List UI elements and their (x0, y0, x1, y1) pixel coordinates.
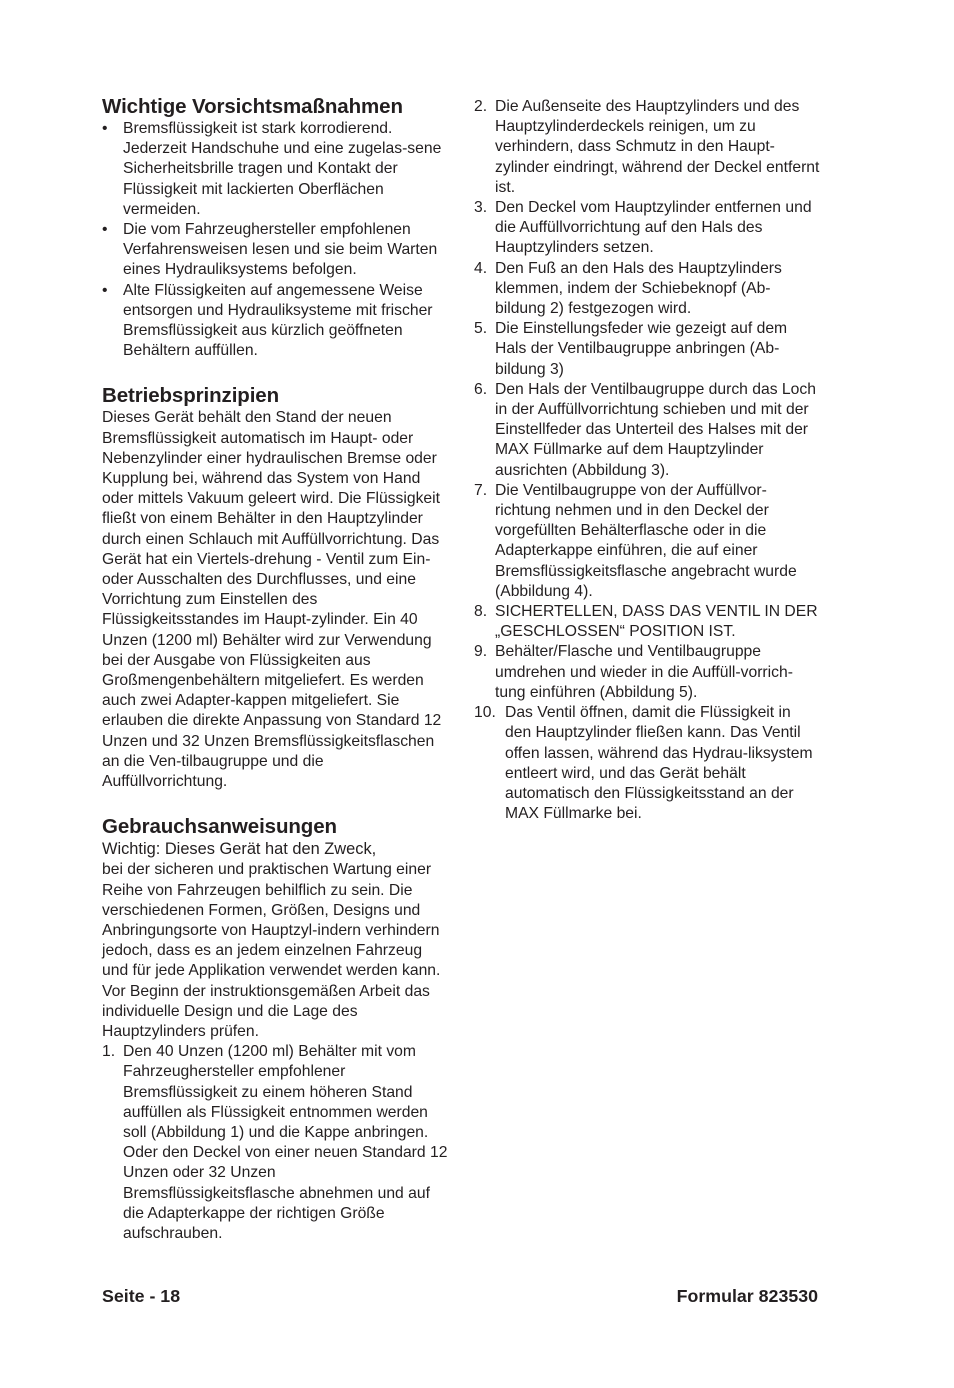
instructions-body: bei der sicheren und praktischen Wartung einer Reihe von Fahrzeugen behilflich zu sein. Die verschiedenen Formen, Größen, Designs und Anbringungsorte von Hauptzyl-indern verhindern jedoch, dass es an jedem einzelnen Fahrzeug und für jede Applikation verwendet werden kann. Vor Beginn der instruktionsgemäßen Arbeit das individuelle Design und die Lage des Hauptzylinders prüfen. (102, 861, 441, 1040)
step-number: 9. (474, 643, 488, 661)
page-number: Seite - 18 (102, 1286, 181, 1306)
list-item (102, 281, 448, 362)
steps-list-part1 (102, 1042, 448, 1244)
step-number: 6. (474, 380, 488, 398)
step-text: Den Hals der Ventilbaugruppe durch das Loch in der Auffüllvorrichtung schieben und mit der Einstellfeder das Unterteil des Halses mit der MAX Füllmarke auf dem Hauptzylinder ausrichten (Abbildung 3). (495, 380, 816, 479)
list-item (102, 1042, 448, 1244)
list-item (102, 220, 448, 281)
instructions-heading: Gebrauchsanweisungen (102, 815, 337, 839)
step-text: Die Einstellungsfeder wie gezeigt auf dem Hals der Ventilbaugruppe anbringen (Ab-bildung 3) (495, 320, 788, 378)
bullet-marker: • (102, 221, 108, 239)
step-number: 5. (474, 320, 488, 338)
form-number: Formular 823530 (676, 1286, 818, 1306)
principles-body: Dieses Gerät behält den Stand der neuen Bremsflüssigkeit automatisch im Haupt- oder Nebenzylinder einer hydraulischen Bremse oder Kupplung bei, während das System von Hand oder mittels Vakuum geleert wird. Die Flüssigkeit fließt von einem Behälter in den Hauptzylinder durch einen Schlauch mit Auffüllvorrichtung. Das Gerät hat ein Viertels-drehung - Ventil zum Ein- oder Ausschalten des Durchflusses, und eine Vorrichtung zum Einstellen des Flüssigkeitsstandes im Haupt-zylinder. Ein 40 Unzen (1200 ml) Behälter wird zur Verwendung bei der Ausgabe von Flüssigkeiten aus Großmengenbehältern mitgeliefert. Es werden auch zwei Adapter-kappen mitgeliefert. Sie erlauben die direkte Anpassung von Standard 12 Unzen und 32 Unzen Bremsflüssigkeitsflaschen an die Ven-tilbaugruppe und die Auffüllvorrichtung. (102, 409, 442, 791)
list-item (474, 198, 820, 259)
list-item-text: Die vom Fahrzeughersteller empfohlenen Verfahrensweisen lesen und sie beim Warten eines Hydrauliksystems befolgen. (123, 221, 438, 279)
step-number: 2. (474, 98, 488, 115)
list-item (474, 97, 820, 198)
list-item (474, 259, 820, 320)
step-number: 10. (474, 704, 496, 722)
steps-list-part3 (474, 703, 820, 824)
step-number: 4. (474, 259, 488, 277)
step-text: Den 40 Unzen (1200 ml) Behälter mit vom Fahrzeughersteller empfohlener Bremsflüssigkeit zu einem höheren Stand auffüllen als Flüssigkeit entnommen werden soll (Abbildung 1) und die Kappe anbringen. Oder den Deckel von einer neuen Standard 12 Unzen oder 32 Unzen Bremsflüssigkeitsflasche abnehmen und auf die Adapterkappe der richtigen Größe aufschrauben. (123, 1043, 448, 1242)
list-item-text: Bremsflüssigkeit ist stark korrodierend. Jederzeit Handschuhe und eine zugelas-sene Sicherheitsbrille tragen und Kontakt der Flüssigkeit mit lackierten Oberflächen vermeiden. (123, 120, 442, 218)
step-number: 1. (102, 1043, 116, 1061)
instructions-lead: Wichtig: Dieses Gerät hat den Zweck, (102, 840, 377, 859)
step-text: Den Fuß an den Hals des Hauptzylinders klemmen, indem der Schiebeknopf (Ab-bildung 2) festgezogen wird. (495, 259, 782, 318)
list-item (102, 119, 448, 220)
step-text: Das Ventil öffnen, damit die Flüssigkeit in den Hauptzylinder fließen kann. Das Ventil offen lassen, während das Hydrau-liksystem entleert wird, und das Gerät behält automatisch den Flüssigkeitsstand an der MAX Füllmarke bei. (505, 704, 813, 823)
list-item (474, 319, 820, 380)
list-item (474, 602, 820, 642)
step-text: Behälter/Flasche und Ventilbaugruppe umdrehen und wieder in die Auffüll-vorrich-tung einführen (Abbildung 5). (495, 643, 793, 701)
step-text: SICHERTELLEN, DASS DAS VENTIL IN DER „GESCHLOSSEN“ POSITION IST. (495, 603, 818, 641)
left-column (102, 94, 448, 1244)
principles-heading: Betriebsprinzipien (102, 384, 280, 408)
step-text: Den Deckel vom Hauptzylinder entfernen und die Auffüllvorrichtung auf den Hals des Hauptzylinders setzen. (495, 199, 812, 257)
precautions-heading: Wichtige Vorsichtsmaßnahmen (102, 95, 403, 118)
bullet-marker: • (102, 281, 108, 299)
list-item (474, 642, 820, 703)
step-text: Die Außenseite des Hauptzylinders und des Hauptzylinderdeckels reinigen, um zu verhindern, dass Schmutz in den Haupt-zylinder eindringt, während der Deckel entfernt ist. (495, 98, 820, 196)
step-text: Die Ventilbaugruppe von der Auffüllvor-richtung nehmen und in den Deckel der vorgefüllten Behälterflasche oder in die Adapterkappe einführen, die auf einer Bremsflüssigkeitsflasche angebracht wurde (Abbildung 4). (495, 481, 797, 600)
list-item (474, 380, 820, 481)
list-item (474, 703, 820, 824)
right-column (474, 97, 820, 824)
list-item (474, 481, 820, 602)
steps-list-part2 (474, 97, 820, 703)
step-number: 3. (474, 199, 488, 217)
bullet-marker: • (102, 120, 108, 137)
step-number: 8. (474, 603, 488, 621)
step-number: 7. (474, 481, 488, 499)
precautions-list (102, 119, 448, 361)
list-item-text: Alte Flüssigkeiten auf angemessene Weise entsorgen und Hydrauliksysteme mit frischer Bremsflüssigkeit aus kürzlich geöffneten Behältern auffüllen. (123, 281, 433, 360)
